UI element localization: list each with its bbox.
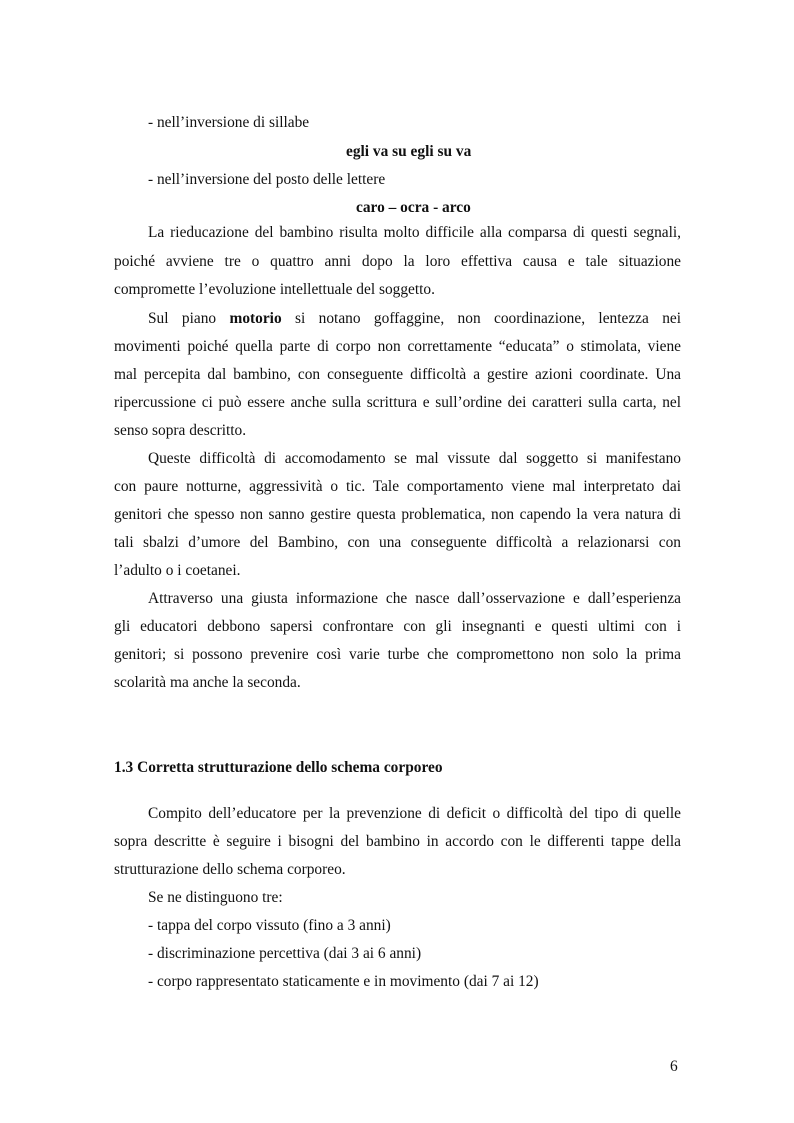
paragraph-line: movimenti poiché quella parte di corpo non correttamente “educata” o stimolata, viene <box>114 338 681 355</box>
list-intro: Se ne distinguono tre: <box>148 889 283 906</box>
paragraph-line: l’adulto o i coetanei. <box>114 562 241 579</box>
example-syllable-inversion: egli va su egli su va <box>346 143 472 160</box>
text-run: si notano goffaggine, non coordinazione, lentezza nei <box>281 310 682 327</box>
paragraph-line: sopra descritte è seguire i bisogni del bambino in accordo con le differenti tappe della <box>114 833 681 850</box>
paragraph-line: genitori che spesso non sanno gestire questa problematica, non capendo la vera natura di <box>114 506 681 523</box>
paragraph-line: scolarità ma anche la seconda. <box>114 674 301 691</box>
paragraph-line: ripercussione ci può essere anche sulla scrittura e sull’ordine dei caratteri sulla carta, nel <box>114 394 681 411</box>
intro-syllable-inversion: - nell’inversione di sillabe <box>148 114 310 131</box>
paragraph-line: Queste difficoltà di accomodamento se mal vissute dal soggetto si manifestano <box>148 450 681 467</box>
list-item: - tappa del corpo vissuto (fino a 3 anni) <box>148 917 391 934</box>
bold-term-motorio: motorio <box>229 310 282 327</box>
section-heading: 1.3 Corretta strutturazione dello schema corporeo <box>114 759 443 776</box>
paragraph-line-motor <box>148 310 681 328</box>
paragraph-line: Compito dell’educatore per la prevenzione di deficit o difficoltà del tipo di quelle <box>148 805 681 822</box>
paragraph-line: Attraverso una giusta informazione che nasce dall’osservazione e dall’esperienza <box>148 590 681 607</box>
paragraph-line: strutturazione dello schema corporeo. <box>114 861 346 878</box>
paragraph-line: con paure notturne, aggressività o tic. Tale comportamento viene mal interpretato dai <box>114 478 681 495</box>
example-letter-inversion: caro – ocra - arco <box>356 199 471 216</box>
paragraph-line: poiché avviene tre o quattro anni dopo la loro effettiva causa e tale situazione <box>114 253 681 270</box>
paragraph-line: La rieducazione del bambino risulta molto difficile alla comparsa di questi segnali, <box>148 224 681 241</box>
paragraph-line: compromette l’evoluzione intellettuale del soggetto. <box>114 281 435 298</box>
paragraph-line: tali sbalzi d’umore del Bambino, con una conseguente difficoltà a relazionarsi con <box>114 534 681 551</box>
paragraph-line: senso sopra descritto. <box>114 422 247 439</box>
intro-letter-inversion: - nell’inversione del posto delle lettere <box>148 171 386 188</box>
list-item: - discriminazione percettiva (dai 3 ai 6 anni) <box>148 945 422 962</box>
paragraph-line: gli educatori debbono sapersi confrontare con gli insegnanti e questi ultimi con i <box>114 618 681 635</box>
page-number: 6 <box>670 1058 678 1075</box>
paragraph-line: genitori; si possono prevenire così varie turbe che compromettono non solo la prima <box>114 646 681 663</box>
text-run: Sul piano <box>148 310 230 327</box>
list-item: - corpo rappresentato staticamente e in movimento (dai 7 ai 12) <box>148 973 539 990</box>
paragraph-line: mal percepita dal bambino, con conseguente difficoltà a gestire azioni coordinate. Una <box>114 366 681 383</box>
